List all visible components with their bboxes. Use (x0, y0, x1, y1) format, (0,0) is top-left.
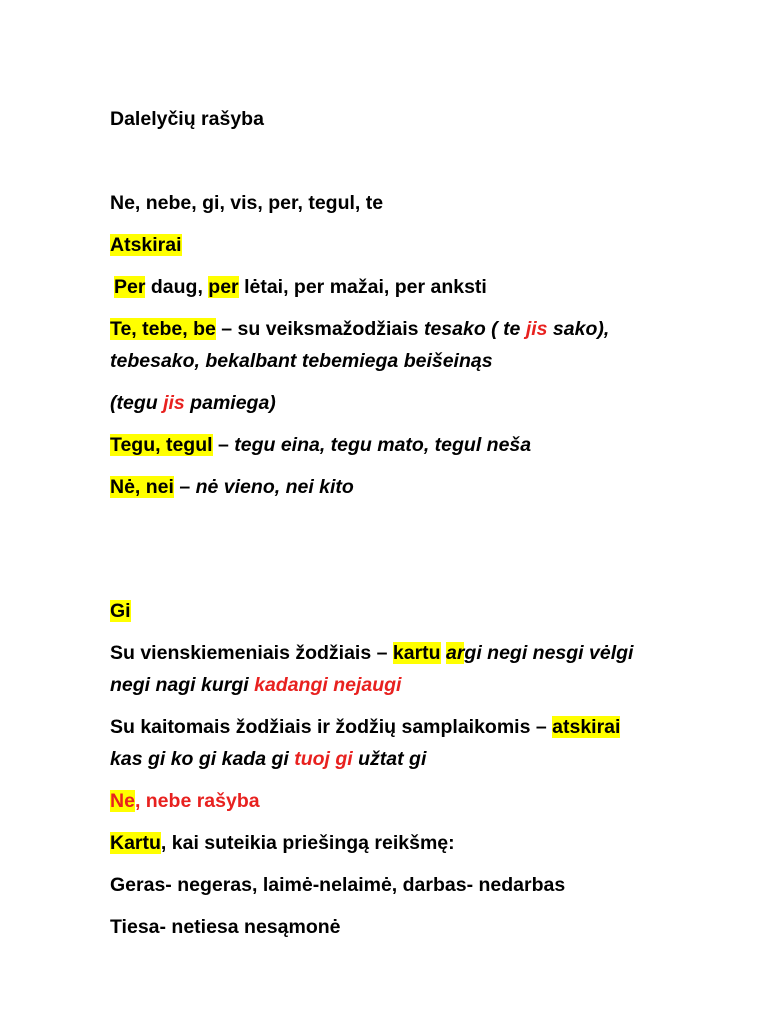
te-example-1: tesako ( te (423, 318, 526, 340)
tegu-ex-1: (tegu (110, 392, 164, 414)
tegu-ex-jis: jis (163, 392, 185, 414)
te-examples-continued: tebesako, bekalbant tebemiega beišeinąs (110, 350, 493, 372)
highlight-tegu-tegul: Tegu, tegul (110, 434, 213, 456)
kartu-rule-text: , kai suteikia priešingą reikšmę: (160, 832, 455, 854)
negation-examples-1: Geras- negeras, laimė-nelaimė, darbas- nedarbas (110, 874, 566, 896)
section-ne-nebe (110, 788, 260, 814)
highlight-kartu-2: Kartu (110, 832, 161, 854)
te-example-jis: jis (525, 318, 548, 340)
highlight-te-tebe-be: Te, tebe, be (110, 318, 216, 340)
ne-nei-examples: nė vieno, nei kito (195, 476, 354, 498)
tegu-dash: – (212, 434, 235, 456)
highlight-ne: Ne (110, 790, 135, 812)
gi-examples-continued (110, 672, 401, 698)
gi-inflected-ex-1: kas gi ko gi kada gi (110, 748, 295, 770)
section-separately (110, 232, 182, 258)
kartu-rule (110, 830, 455, 856)
tegu-tegul-rule (110, 432, 531, 458)
te-tebe-be-rule (110, 316, 609, 342)
ne-nebe-heading-text: , nebe rašyba (134, 790, 260, 812)
gi-examples-red: kadangi nejaugi (254, 674, 402, 696)
gi-examples-2: negi nagi kurgi (110, 674, 255, 696)
highlight-ne-nei: Nė, nei (110, 476, 174, 498)
gi-inflected-examples (110, 746, 426, 772)
per-examples (114, 274, 487, 300)
highlight-separately: Atskirai (110, 234, 182, 256)
highlight-atskirai: atskirai (552, 716, 621, 738)
highlight-per-1: Per (114, 276, 146, 298)
highlight-kartu: kartu (392, 642, 441, 664)
highlight-per-2: per (208, 276, 239, 298)
te-example-2: sako), (547, 318, 610, 340)
ne-nei-dash: – (173, 476, 196, 498)
ne-nei-rule (110, 474, 354, 500)
particle-list: Ne, nebe, gi, vis, per, tegul, te (110, 192, 384, 214)
negation-examples-2: Tiesa- netiesa nesąmonė (110, 916, 341, 938)
gi-examples-1: gi negi nesgi vėlgi (464, 642, 634, 664)
tegu-jis-example (110, 390, 276, 416)
gi-rule-text: Su vienskiemeniais žodžiais – (110, 642, 393, 664)
per-text-2: lėtai, per mažai, per anksti (238, 276, 487, 298)
tegu-ex-2: pamiega) (184, 392, 276, 414)
highlight-ar: ar (445, 642, 465, 664)
gi-inflected-rule (110, 714, 620, 740)
gi-inflected-ex-red: tuoj gi (294, 748, 353, 770)
highlight-gi: Gi (110, 600, 131, 622)
section-gi (110, 598, 131, 624)
gi-inflected-text: Su kaitomais žodžiais ir žodžių samplaikomis – (110, 716, 553, 738)
gi-one-syllable-rule (110, 640, 633, 666)
document-title: Dalelyčių rašyba (110, 108, 264, 130)
per-text-1: daug, (145, 276, 209, 298)
te-rule-text: – su veiksmažodžiais (215, 318, 424, 340)
gi-inflected-ex-2: užtat gi (352, 748, 427, 770)
tegu-examples: tegu eina, tegu mato, tegul neša (234, 434, 532, 456)
